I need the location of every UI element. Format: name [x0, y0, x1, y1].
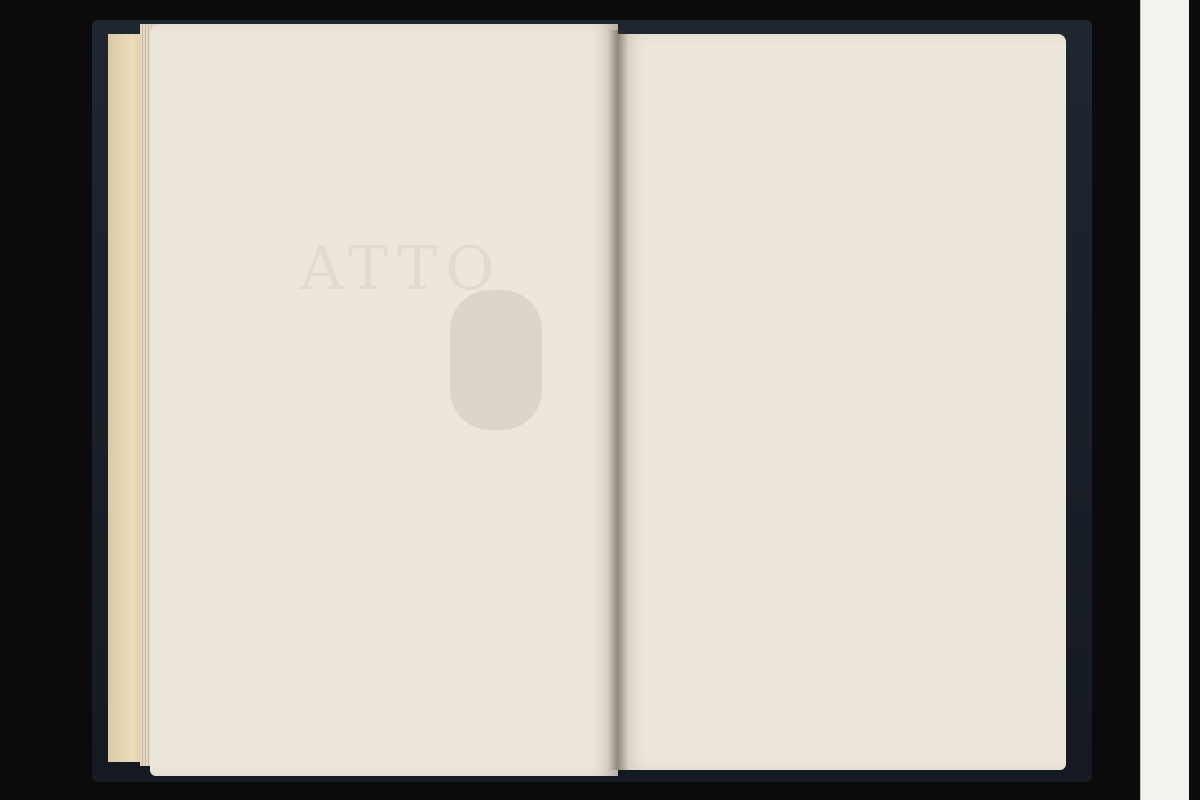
- right-page: [618, 34, 1066, 770]
- show-through-text: ATTO: [300, 234, 503, 304]
- book-gutter: [608, 30, 628, 770]
- measuring-ruler: [1140, 0, 1189, 800]
- left-page: [150, 24, 618, 776]
- watermark-logo-mark: [450, 290, 542, 430]
